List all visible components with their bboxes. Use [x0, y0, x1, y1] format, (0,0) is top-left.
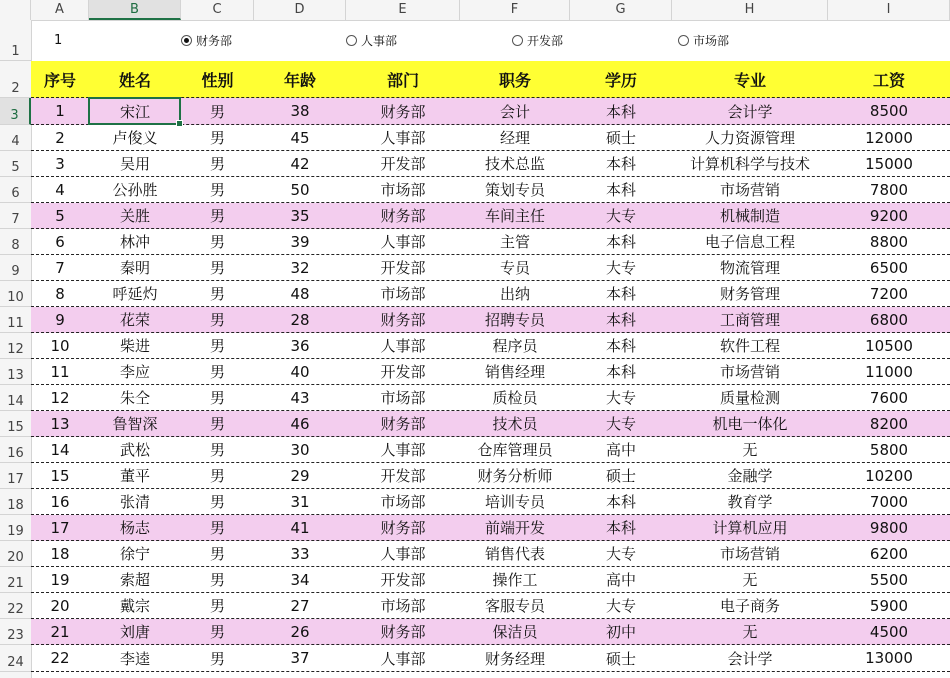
cell-b14[interactable]: 朱仝: [119, 389, 150, 407]
cell-e3[interactable]: 财务部: [380, 102, 426, 121]
table-row: [31, 463, 950, 489]
select-all-corner[interactable]: [0, 0, 31, 20]
cell-i5[interactable]: 15000: [865, 154, 913, 173]
cell-h23[interactable]: 无: [742, 623, 758, 641]
cell-b10[interactable]: 呼延灼: [112, 285, 158, 303]
cell-i15[interactable]: 8200: [869, 414, 909, 433]
cell-h14[interactable]: 质量检测: [719, 389, 780, 407]
cell-e10[interactable]: 市场部: [380, 285, 426, 303]
table-row: [31, 333, 950, 359]
cell-e19[interactable]: 财务部: [380, 519, 426, 537]
cell-d24[interactable]: 37: [290, 649, 310, 667]
cell-f22[interactable]: 客服专员: [484, 597, 545, 615]
cell-g17[interactable]: 硕士: [605, 467, 636, 485]
cell-d20[interactable]: 33: [290, 544, 310, 563]
cell-c6[interactable]: 男: [209, 181, 225, 199]
cell-c16[interactable]: 男: [209, 441, 225, 459]
cell-i20[interactable]: 6200: [869, 544, 909, 563]
cell-c2[interactable]: 性别: [201, 70, 234, 90]
table-row: [31, 567, 950, 593]
row-header-5[interactable]: 5: [0, 151, 31, 177]
cell-a2[interactable]: 序号: [43, 70, 76, 90]
row-header-20[interactable]: 20: [0, 541, 31, 567]
row-header-6[interactable]: 6: [0, 177, 31, 203]
cell-d11[interactable]: 28: [290, 310, 310, 329]
row-header-16[interactable]: 16: [0, 437, 31, 463]
cell-h5[interactable]: 计算机科学与技术: [689, 155, 810, 173]
cell-f18[interactable]: 培训专员: [484, 493, 545, 511]
cell-i24[interactable]: 13000: [865, 649, 913, 667]
row-header-1[interactable]: 1: [0, 20, 31, 61]
row-header-9[interactable]: 9: [0, 255, 31, 281]
row-header-19[interactable]: 19: [0, 515, 31, 541]
cell-g21[interactable]: 高中: [605, 571, 636, 589]
row-header-15[interactable]: 15: [0, 411, 31, 437]
cell-c5[interactable]: 男: [209, 155, 225, 173]
cell-c4[interactable]: 男: [209, 129, 225, 147]
cell-e12[interactable]: 人事部: [380, 337, 426, 355]
cell-h22[interactable]: 电子商务: [719, 597, 780, 615]
cell-e5[interactable]: 开发部: [380, 155, 426, 173]
cell-e13[interactable]: 开发部: [380, 363, 426, 381]
cell-h10[interactable]: 财务管理: [719, 285, 780, 303]
cell-h21[interactable]: 无: [742, 571, 758, 589]
column-header-e[interactable]: E: [346, 0, 460, 20]
radio-label: 开发部: [527, 34, 564, 48]
cell-b19[interactable]: 杨志: [119, 519, 150, 537]
cell-g16[interactable]: 高中: [605, 441, 636, 459]
cell-b9[interactable]: 秦明: [119, 259, 150, 277]
row-header-2[interactable]: 2: [0, 61, 31, 98]
cell-b17[interactable]: 董平: [119, 467, 150, 485]
table-row: [31, 411, 950, 437]
cell-c15[interactable]: 男: [209, 415, 225, 433]
table-row: [31, 489, 950, 515]
cell-i17[interactable]: 10200: [865, 466, 913, 485]
cell-e9[interactable]: 开发部: [380, 259, 426, 277]
cell-g4[interactable]: 硕士: [605, 129, 636, 147]
cell-f8[interactable]: 主管: [499, 233, 530, 251]
cell-d23[interactable]: 26: [290, 622, 310, 641]
cell-e20[interactable]: 人事部: [380, 545, 426, 563]
cell-b21[interactable]: 索超: [119, 571, 150, 589]
cell-c21[interactable]: 男: [209, 571, 225, 589]
cell-i13[interactable]: 11000: [865, 362, 913, 381]
cell-e7[interactable]: 财务部: [380, 207, 426, 225]
cell-a8[interactable]: 6: [55, 232, 65, 251]
cell-f19[interactable]: 前端开发: [484, 519, 545, 537]
cell-d4[interactable]: 45: [290, 128, 310, 147]
cell-a6[interactable]: 4: [55, 180, 65, 199]
radio-unchecked-icon[interactable]: [346, 35, 357, 46]
cell-f12[interactable]: 程序员: [492, 337, 538, 355]
cell-i8[interactable]: 8800: [869, 232, 909, 251]
column-header-g[interactable]: G: [570, 0, 672, 20]
cell-d9[interactable]: 32: [290, 258, 310, 277]
row-header-17[interactable]: 17: [0, 463, 31, 489]
cell-a3[interactable]: 1: [55, 102, 65, 120]
cell-d8[interactable]: 39: [290, 232, 310, 251]
cell-b7[interactable]: 关胜: [119, 207, 150, 225]
cell-g2[interactable]: 学历: [604, 70, 637, 90]
table-row: [31, 177, 950, 203]
cell-b24[interactable]: 李逵: [119, 649, 150, 668]
cell-h24[interactable]: 会计学: [727, 649, 773, 668]
cell-d12[interactable]: 36: [290, 336, 310, 355]
cell-e15[interactable]: 财务部: [380, 415, 426, 433]
cell-g22[interactable]: 大专: [605, 597, 636, 615]
cell-b13[interactable]: 李应: [119, 363, 150, 381]
cell-c18[interactable]: 男: [209, 493, 225, 511]
cell-g5[interactable]: 本科: [605, 155, 636, 173]
cell-d18[interactable]: 31: [290, 492, 310, 511]
cell-g20[interactable]: 大专: [605, 545, 636, 563]
cell-h17[interactable]: 金融学: [727, 467, 773, 485]
cell-a18[interactable]: 16: [50, 492, 70, 511]
row-header-3[interactable]: 3: [0, 98, 31, 125]
cell-i11[interactable]: 6800: [869, 310, 909, 329]
cell-a15[interactable]: 13: [50, 414, 70, 433]
cell-h2[interactable]: 专业: [733, 70, 766, 90]
cell-d7[interactable]: 35: [290, 206, 310, 225]
cell-i3[interactable]: 8500: [869, 102, 909, 120]
cell-e11[interactable]: 财务部: [380, 311, 426, 329]
cell-f11[interactable]: 招聘专员: [484, 311, 545, 329]
cell-a7[interactable]: 5: [55, 206, 65, 225]
table-row: [31, 619, 950, 645]
cell-g24[interactable]: 硕士: [605, 649, 636, 668]
cell-a20[interactable]: 18: [50, 544, 70, 563]
cell-a4[interactable]: 2: [55, 128, 65, 147]
cell-d13[interactable]: 40: [290, 362, 310, 381]
cell-i6[interactable]: 7800: [869, 180, 909, 199]
column-header-bar: [0, 0, 950, 21]
cell-a10[interactable]: 8: [55, 284, 65, 303]
cell-a19[interactable]: 17: [50, 518, 70, 537]
cell-c3[interactable]: 男: [209, 102, 225, 121]
cell-f15[interactable]: 技术员: [492, 415, 538, 433]
cell-d2[interactable]: 年龄: [283, 70, 316, 90]
cell-i9[interactable]: 6500: [869, 258, 909, 277]
cell-b8[interactable]: 林冲: [119, 233, 150, 251]
table-row: [31, 541, 950, 567]
radio-option-3[interactable]: [512, 32, 563, 49]
cell-e21[interactable]: 开发部: [380, 571, 426, 589]
cell-b12[interactable]: 柴进: [119, 337, 150, 355]
cell-e18[interactable]: 市场部: [380, 493, 426, 511]
cell-f10[interactable]: 出纳: [499, 285, 530, 303]
cell-d14[interactable]: 43: [290, 388, 310, 407]
cell-b22[interactable]: 戴宗: [119, 597, 150, 615]
radio-option-1[interactable]: [181, 32, 232, 49]
row-header-24[interactable]: 24: [0, 645, 31, 672]
row-header-7[interactable]: 7: [0, 203, 31, 229]
cell-h20[interactable]: 市场营销: [719, 545, 780, 563]
radio-option-2[interactable]: [346, 32, 397, 49]
cell-b4[interactable]: 卢俊义: [112, 129, 158, 147]
cell-b16[interactable]: 武松: [119, 441, 150, 459]
cell-d22[interactable]: 27: [290, 596, 310, 615]
cell-h6[interactable]: 市场营销: [719, 181, 780, 199]
column-header-h[interactable]: H: [672, 0, 828, 20]
cell-e2[interactable]: 部门: [386, 70, 419, 90]
cell-f4[interactable]: 经理: [499, 129, 530, 147]
table-row: [31, 515, 950, 541]
row-header-14[interactable]: 14: [0, 385, 31, 411]
cell-h13[interactable]: 市场营销: [719, 363, 780, 381]
cell-h3[interactable]: 会计学: [727, 102, 773, 121]
cell-f13[interactable]: 销售经理: [484, 363, 545, 381]
cell-b2[interactable]: 姓名: [118, 70, 151, 90]
cell-i14[interactable]: 7600: [869, 388, 909, 407]
cell-b15[interactable]: 鲁智深: [112, 415, 158, 433]
cell-a21[interactable]: 19: [50, 570, 70, 589]
cell-a23[interactable]: 21: [50, 622, 70, 641]
cell-d3[interactable]: 38: [290, 102, 310, 120]
cell-i7[interactable]: 9200: [869, 206, 909, 225]
cell-f2[interactable]: 职务: [498, 70, 531, 90]
cell-a11[interactable]: 9: [55, 310, 65, 329]
cell-a12[interactable]: 10: [50, 336, 70, 355]
cell-e4[interactable]: 人事部: [380, 129, 426, 147]
table-row: [31, 98, 950, 125]
cell-e23[interactable]: 财务部: [380, 623, 426, 641]
cell-f14[interactable]: 质检员: [492, 389, 538, 407]
table-row: [31, 385, 950, 411]
cell-e16[interactable]: 人事部: [380, 441, 426, 459]
table-row: [31, 307, 950, 333]
row-header-23[interactable]: 23: [0, 619, 31, 645]
cell-e17[interactable]: 开发部: [380, 467, 426, 485]
cell-g8[interactable]: 本科: [605, 233, 636, 251]
cell-h9[interactable]: 物流管理: [719, 259, 780, 277]
cell-g18[interactable]: 本科: [605, 493, 636, 511]
cell-h18[interactable]: 教育学: [727, 493, 773, 511]
cell-f17[interactable]: 财务分析师: [477, 467, 553, 485]
row-header-4[interactable]: 4: [0, 125, 31, 151]
cell-i18[interactable]: 7000: [869, 492, 909, 511]
cell-c12[interactable]: 男: [209, 337, 225, 355]
table-row: [31, 645, 950, 672]
radio-checked-icon[interactable]: [181, 35, 192, 46]
cell-a9[interactable]: 7: [55, 258, 65, 277]
cell-c8[interactable]: 男: [209, 233, 225, 251]
spin-counter-value: 1: [54, 33, 63, 48]
table-header-row: [31, 61, 950, 98]
cell-i23[interactable]: 4500: [869, 622, 909, 641]
cell-i4[interactable]: 12000: [865, 128, 913, 147]
cell-f6[interactable]: 策划专员: [484, 181, 545, 199]
column-header-c[interactable]: C: [181, 0, 254, 20]
cell-c22[interactable]: 男: [209, 597, 225, 615]
column-header-b[interactable]: B: [89, 0, 181, 20]
cell-f9[interactable]: 专员: [499, 259, 530, 277]
cell-h15[interactable]: 机电一体化: [712, 415, 788, 433]
cell-c9[interactable]: 男: [209, 259, 225, 277]
cell-a22[interactable]: 20: [50, 596, 70, 615]
cell-i12[interactable]: 10500: [865, 336, 913, 355]
row-header-18[interactable]: 18: [0, 489, 31, 515]
cell-i22[interactable]: 5900: [869, 596, 909, 615]
cell-f21[interactable]: 操作工: [492, 571, 538, 589]
cell-c10[interactable]: 男: [209, 285, 225, 303]
column-header-f[interactable]: F: [460, 0, 570, 20]
row-header-12[interactable]: 12: [0, 333, 31, 359]
cell-g15[interactable]: 大专: [605, 415, 636, 433]
table-row: [31, 125, 950, 151]
cell-g23[interactable]: 初中: [605, 623, 636, 641]
radio-label: 市场部: [693, 34, 730, 48]
row-header-13[interactable]: 13: [0, 359, 31, 385]
cell-d17[interactable]: 29: [290, 466, 310, 485]
cell-g9[interactable]: 大专: [605, 259, 636, 277]
table-row: [31, 593, 950, 619]
cell-g14[interactable]: 大专: [605, 389, 636, 407]
cell-g13[interactable]: 本科: [605, 363, 636, 381]
cell-a24[interactable]: 22: [50, 649, 70, 667]
radio-option-4[interactable]: [678, 32, 729, 49]
table-row: [31, 281, 950, 307]
cell-e14[interactable]: 市场部: [380, 389, 426, 407]
cell-e22[interactable]: 市场部: [380, 597, 426, 615]
cell-d6[interactable]: 50: [290, 180, 310, 199]
cell-d15[interactable]: 46: [290, 414, 310, 433]
cell-b18[interactable]: 张清: [119, 493, 150, 511]
cell-g6[interactable]: 本科: [605, 181, 636, 199]
cell-d5[interactable]: 42: [290, 154, 310, 173]
radio-unchecked-icon[interactable]: [512, 35, 523, 46]
cell-h8[interactable]: 电子信息工程: [704, 233, 795, 251]
cell-g11[interactable]: 本科: [605, 311, 636, 329]
cell-c17[interactable]: 男: [209, 467, 225, 485]
cell-c7[interactable]: 男: [209, 207, 225, 225]
cell-g7[interactable]: 大专: [605, 207, 636, 225]
cell-f20[interactable]: 销售代表: [484, 545, 545, 563]
cell-b5[interactable]: 吴用: [119, 155, 150, 173]
cell-a17[interactable]: 15: [50, 466, 70, 485]
column-header-a[interactable]: A: [31, 0, 89, 20]
table-row: [31, 229, 950, 255]
row-header-8[interactable]: 8: [0, 229, 31, 255]
cell-i19[interactable]: 9800: [869, 518, 909, 537]
cell-b6[interactable]: 公孙胜: [112, 181, 158, 199]
cell-g3[interactable]: 本科: [605, 102, 636, 121]
cell-c11[interactable]: 男: [209, 311, 225, 329]
table-row: [31, 437, 950, 463]
cell-h11[interactable]: 工商管理: [719, 311, 780, 329]
cell-f3[interactable]: 会计: [499, 102, 530, 121]
cell-i2[interactable]: 工资: [872, 70, 905, 90]
cell-f23[interactable]: 保洁员: [492, 623, 538, 641]
cell-e6[interactable]: 市场部: [380, 181, 426, 199]
table-row: [31, 359, 950, 385]
radio-dot-icon: [184, 38, 189, 43]
cell-grid: [31, 20, 950, 678]
cell-a14[interactable]: 12: [50, 388, 70, 407]
row-header-bar: [0, 20, 32, 678]
cell-c20[interactable]: 男: [209, 545, 225, 563]
cell-c19[interactable]: 男: [209, 519, 225, 537]
radio-label: 财务部: [196, 34, 233, 48]
cell-f5[interactable]: 技术总监: [484, 155, 545, 173]
cell-i16[interactable]: 5800: [869, 440, 909, 459]
table-row: [31, 255, 950, 281]
table-row: [31, 151, 950, 177]
cell-d16[interactable]: 30: [290, 440, 310, 459]
radio-label: 人事部: [361, 34, 398, 48]
cell-b11[interactable]: 花荣: [119, 311, 150, 329]
cell-d10[interactable]: 48: [290, 284, 310, 303]
column-header-i[interactable]: I: [828, 0, 950, 20]
radio-unchecked-icon[interactable]: [678, 35, 689, 46]
cell-h19[interactable]: 计算机应用: [712, 519, 788, 537]
cell-f24[interactable]: 财务经理: [484, 649, 545, 668]
cell-d21[interactable]: 34: [290, 570, 310, 589]
cell-c23[interactable]: 男: [209, 623, 225, 641]
cell-i21[interactable]: 5500: [869, 570, 909, 589]
cell-h12[interactable]: 软件工程: [719, 337, 780, 355]
cell-b23[interactable]: 刘唐: [119, 623, 150, 641]
cell-d19[interactable]: 41: [290, 518, 310, 537]
cell-g12[interactable]: 本科: [605, 337, 636, 355]
cell-b3[interactable]: 宋江: [119, 102, 150, 121]
cell-h7[interactable]: 机械制造: [719, 207, 780, 225]
cell-e24[interactable]: 人事部: [380, 649, 426, 668]
cell-h4[interactable]: 人力资源管理: [704, 129, 795, 147]
row-header-10[interactable]: 10: [0, 281, 31, 307]
column-header-d[interactable]: D: [254, 0, 346, 20]
cell-c24[interactable]: 男: [209, 649, 225, 668]
cell-g19[interactable]: 本科: [605, 519, 636, 537]
row-header-22[interactable]: 22: [0, 593, 31, 619]
cell-h16[interactable]: 无: [742, 441, 758, 459]
cell-a5[interactable]: 3: [55, 154, 65, 173]
cell-i10[interactable]: 7200: [869, 284, 909, 303]
cell-c13[interactable]: 男: [209, 363, 225, 381]
cell-a16[interactable]: 14: [50, 440, 70, 459]
row-header-11[interactable]: 11: [0, 307, 31, 333]
cell-a13[interactable]: 11: [50, 362, 70, 381]
cell-f7[interactable]: 车间主任: [484, 207, 545, 225]
cell-g10[interactable]: 本科: [605, 285, 636, 303]
cell-e8[interactable]: 人事部: [380, 233, 426, 251]
cell-b20[interactable]: 徐宁: [119, 545, 150, 563]
table-row: [31, 203, 950, 229]
cell-c14[interactable]: 男: [209, 389, 225, 407]
cell-f16[interactable]: 仓库管理员: [477, 441, 553, 459]
row-header-21[interactable]: 21: [0, 567, 31, 593]
